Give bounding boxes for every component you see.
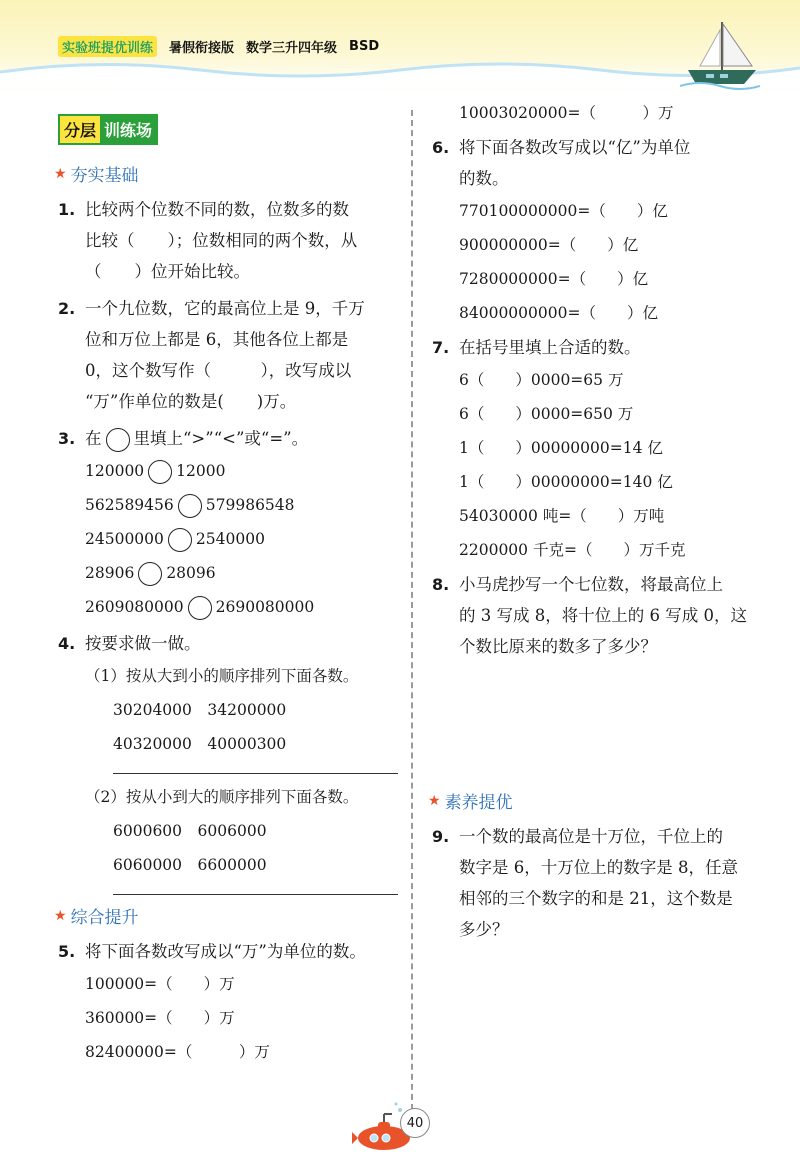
star-icon: ★ — [428, 792, 441, 809]
compare-row — [58, 454, 403, 488]
header-edition: BSD — [349, 39, 380, 54]
fill-item[interactable]: 1（ ）00000000=14 亿 — [459, 439, 663, 457]
fill-item[interactable]: 770100000000=（ ）亿 — [459, 202, 668, 220]
answer-circle[interactable] — [168, 528, 192, 552]
compare-left: 2609080000 — [85, 598, 184, 616]
compare-left: 24500000 — [85, 530, 164, 548]
compare-right: 2690080000 — [215, 598, 315, 616]
question-line: 比较两个位数不同的数，位数多的数 — [85, 200, 349, 219]
fill-item[interactable]: 360000=（ ）万 — [85, 1009, 235, 1027]
compare-right: 12000 — [176, 462, 226, 480]
star-icon: ★ — [54, 165, 67, 182]
fill-item[interactable]: 10003020000=（ ）万 — [459, 104, 674, 122]
fill-item[interactable]: 7280000000=（ ）亿 — [459, 270, 649, 288]
question-4 — [58, 628, 403, 659]
answer-circle[interactable] — [178, 494, 202, 518]
question-stem — [85, 423, 403, 454]
question-line: 的 3 写成 8，将十位上的 6 写成 0，这 — [459, 606, 747, 625]
compare-right: 2540000 — [195, 530, 265, 548]
question-line: 个数比原来的数多了多少？ — [459, 637, 657, 656]
stem-after: 里填上“>”“<”或“=”。 — [133, 429, 309, 448]
section-badge — [58, 114, 158, 145]
submarine-icon — [352, 1100, 442, 1160]
question-line: 一个九位数，它的最高位上是 9，千万 — [85, 299, 365, 318]
question-6 — [432, 132, 777, 194]
question-number: 7. — [432, 338, 450, 357]
running-header — [58, 36, 379, 57]
compare-left: 562589456 — [85, 496, 174, 514]
question-number: 3. — [58, 429, 76, 448]
right-column — [428, 96, 777, 945]
fill-item[interactable]: 1（ ）00000000=140 亿 — [459, 473, 673, 491]
compare-row — [58, 522, 403, 556]
question-8 — [432, 569, 777, 662]
section-heading-advanced — [428, 788, 777, 813]
header-subject: 数学三升四年级 — [246, 41, 338, 56]
question-line: 位和万位上都是 6，其他各位上都是 — [85, 330, 349, 349]
fill-item[interactable]: 54030000 吨=（ ）万吨 — [459, 507, 665, 525]
question-5 — [58, 936, 403, 967]
compare-circle — [106, 428, 130, 452]
question-line: 小马虎抄写一个七位数，将最高位上 — [459, 575, 723, 594]
answer-line[interactable] — [113, 894, 398, 895]
number-row: 40320000 40000300 — [113, 735, 287, 753]
section-heading-basic — [54, 161, 403, 186]
question-stem: 将下面各数改写成以“万”为单位的数。 — [85, 942, 366, 961]
question-stem: 按要求做一做。 — [85, 634, 201, 653]
question-line: 一个数的最高位是十万位，千位上的 — [459, 827, 723, 846]
question-number: 6. — [432, 138, 450, 157]
question-7 — [432, 332, 777, 363]
fill-item[interactable]: 100000=（ ）万 — [85, 975, 235, 993]
question-number: 8. — [432, 575, 450, 594]
question-number: 5. — [58, 942, 76, 961]
question-line: 将下面各数改写成以“亿”为单位 — [459, 138, 691, 157]
column-divider — [411, 110, 413, 1120]
compare-right: 579986548 — [205, 496, 295, 514]
question-line: 多少？ — [459, 920, 509, 939]
star-icon: ★ — [54, 907, 67, 924]
number-row: 6060000 6600000 — [113, 856, 267, 874]
section-heading-comprehensive — [54, 903, 403, 928]
question-line: 的数。 — [459, 169, 509, 188]
question-3 — [58, 423, 403, 454]
fill-item[interactable]: 82400000=（ ）万 — [85, 1043, 270, 1061]
question-9 — [432, 821, 777, 945]
compare-row — [58, 556, 403, 590]
fill-item[interactable]: 900000000=（ ）亿 — [459, 236, 639, 254]
fill-item[interactable]: 84000000000=（ ）亿 — [459, 304, 658, 322]
badge-left: 分层 — [60, 116, 100, 143]
question-1 — [58, 194, 403, 287]
page-number: 40 — [400, 1108, 430, 1138]
number-row: 30204000 34200000 — [113, 701, 287, 719]
number-row: 6000600 6006000 — [113, 822, 267, 840]
question-number: 1. — [58, 200, 76, 219]
question-line: 0，这个数写作（ ），改写成以 — [85, 361, 352, 380]
section-title: 综合提升 — [70, 908, 139, 928]
part-label: （2）按从小到大的顺序排列下面各数。 — [85, 788, 359, 806]
question-line: 数字是 6，十万位上的数字是 8，任意 — [459, 858, 738, 877]
question-2 — [58, 293, 403, 417]
question-line: （ ）位开始比较。 — [85, 262, 250, 281]
answer-line[interactable] — [113, 773, 398, 774]
question-number: 9. — [432, 827, 450, 846]
answer-circle[interactable] — [188, 596, 212, 620]
compare-left: 120000 — [85, 462, 145, 480]
compare-row — [58, 488, 403, 522]
answer-space[interactable] — [432, 662, 777, 782]
section-title: 素养提优 — [444, 793, 513, 813]
question-line: 相邻的三个数字的和是 21，这个数是 — [459, 889, 733, 908]
left-column — [54, 110, 403, 1069]
fill-item[interactable]: 2200000 千克=（ ）万千克 — [459, 541, 686, 559]
compare-left: 28906 — [85, 564, 135, 582]
badge-right: 训练场 — [100, 116, 156, 143]
compare-row — [58, 590, 403, 624]
fill-item[interactable]: 6（ ）0000=650 万 — [459, 405, 634, 423]
question-stem: 在括号里填上合适的数。 — [459, 338, 641, 357]
header-brand: 实验班提优训练 — [58, 36, 157, 57]
part-label: （1）按从大到小的顺序排列下面各数。 — [85, 667, 359, 685]
question-number: 4. — [58, 634, 76, 653]
section-title: 夯实基础 — [70, 166, 139, 186]
question-number: 2. — [58, 299, 76, 318]
question-line: “万”作单位的数是( )万。 — [85, 392, 297, 411]
header-series: 暑假衔接版 — [169, 41, 235, 56]
compare-right: 28096 — [166, 564, 216, 582]
answer-circle[interactable] — [138, 562, 162, 586]
fill-item[interactable]: 6（ ）0000=65 万 — [459, 371, 624, 389]
answer-circle[interactable] — [148, 460, 172, 484]
sailboat-icon — [680, 20, 760, 92]
stem-before: 在 — [85, 429, 102, 448]
question-line: 比较（ ）；位数相同的两个数，从 — [85, 231, 358, 250]
